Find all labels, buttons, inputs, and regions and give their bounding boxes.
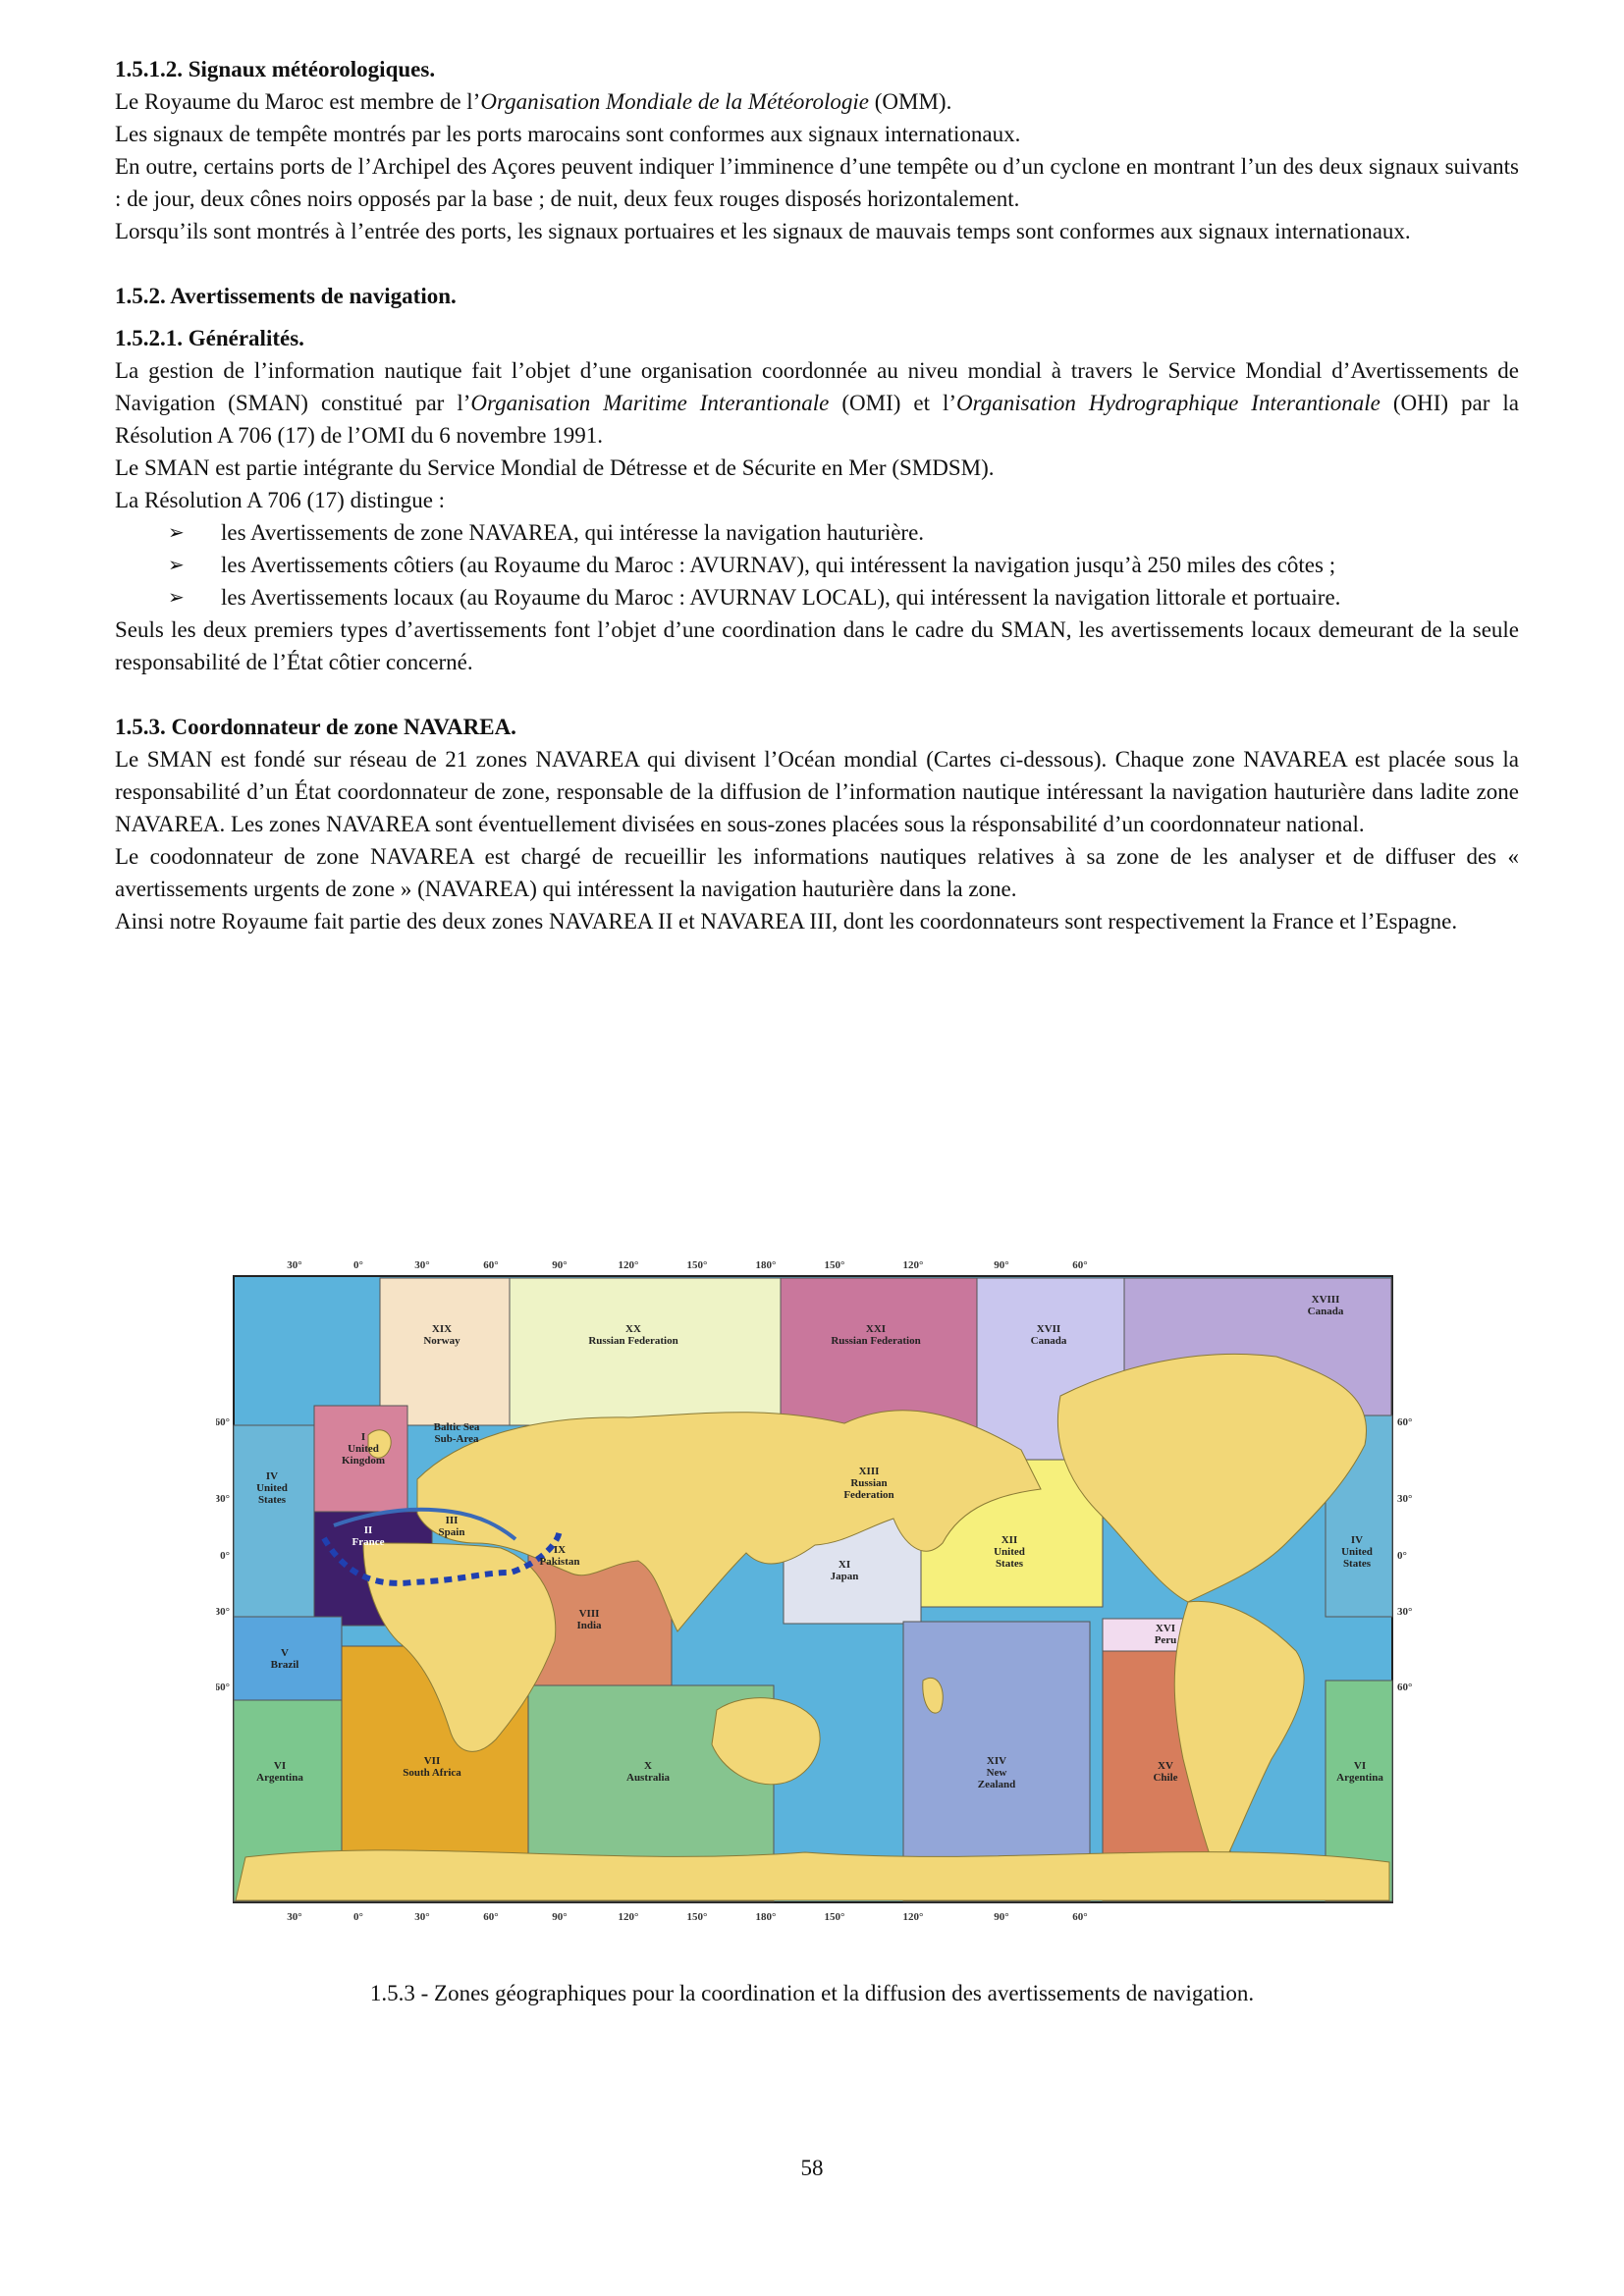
- list-item: [168, 581, 1519, 614]
- section-title-1512: 1.5.1.2. Signaux météorologiques.: [115, 57, 436, 81]
- section-title-152: 1.5.2. Avertissements de navigation.: [115, 284, 457, 308]
- list-item: [168, 549, 1519, 581]
- top-longitude-label: 90°: [994, 1259, 1009, 1271]
- top-longitude-label: 30°: [414, 1259, 430, 1271]
- zone-label-vi_l: VI Argentina: [256, 1760, 303, 1784]
- text-run: (OHI) par la Résolution A 706 (17) de l’OMI du 6 novembre 1991.: [115, 391, 1520, 448]
- zone-label-viii: VIII India: [576, 1608, 602, 1631]
- bottom-longitude-label: 60°: [483, 1911, 499, 1923]
- zone-xx-area: [510, 1278, 781, 1425]
- zone-label-ix: IX Pakistan: [539, 1544, 580, 1568]
- zone-label-iv_l: IV United States: [256, 1470, 288, 1506]
- section-title-1521: 1.5.2.1. Généralités.: [115, 326, 304, 350]
- bottom-longitude-label: 30°: [414, 1911, 430, 1923]
- text-run: (OMM).: [869, 89, 952, 114]
- left-latitude-label: 30°: [216, 1493, 230, 1505]
- bottom-longitude-label: 120°: [618, 1911, 639, 1923]
- bottom-longitude-label: 180°: [755, 1911, 777, 1923]
- zone-label-iii: III Spain: [438, 1515, 465, 1538]
- figure-caption: 1.5.3 - Zones géographiques pour la coordination et la diffusion des avertissements de navigation.: [369, 1981, 1255, 2005]
- zone-iv-west-area: [234, 1425, 314, 1627]
- left-latitude-label: 0°: [220, 1550, 230, 1562]
- top-longitude-label: 120°: [902, 1259, 924, 1271]
- text-run: (OMI) et l’: [829, 391, 957, 415]
- paragraph: Seuls les deux premiers types d’avertissements font l’objet d’une coordination dans le cadre du SMAN, les avertissements locaux demeurant de la seule responsabilité de l’État côtier concerné.: [115, 617, 1519, 674]
- zone-label-vii: VII South Africa: [403, 1755, 461, 1779]
- paragraph: Ainsi notre Royaume fait partie des deux zones NAVAREA II et NAVAREA III, dont les coordonnateurs sont respectivement la France et l’Espagne.: [115, 909, 1458, 934]
- paragraph: Les signaux de tempête montrés par les ports marocains sont conformes aux signaux internationaux.: [115, 122, 1021, 146]
- navarea-world-map: [216, 1249, 1414, 1941]
- text-run: La gestion de l’information nautique fait l’objet d’une organisation coordonnée au niveu mondial à travers le Service Mondial d’Avertissements de Navigation (SMAN) constitué par l’: [115, 358, 1519, 415]
- paragraph: Le SMAN est fondé sur réseau de 21 zones NAVAREA qui divisent l’Océan mondial (Cartes ci-dessous). Chaque zone NAVAREA est placée sous la responsabilité d’un État coordonnateur de zone, responsable de la diffusion de l’information nautique intéressant la navigation hauturière dans ladite zone NAVAREA. Les zones NAVAREA sont éventuellement divisées en sous-zones placées sous la résponsabilité d’un coordonnateur national.: [115, 747, 1519, 836]
- paragraph: [115, 85, 1519, 118]
- arrow-bullet-icon: ➢: [168, 585, 185, 609]
- right-latitude-label: 60°: [1397, 1682, 1413, 1693]
- top-longitude-label: 150°: [686, 1259, 708, 1271]
- left-latitude-label: 30°: [216, 1606, 230, 1618]
- list-item-text: les Avertissements de zone NAVAREA, qui intéresse la navigation hauturière.: [221, 520, 925, 545]
- top-longitude-label: 120°: [618, 1259, 639, 1271]
- zone-label-xx: XX Russian Federation: [588, 1323, 678, 1347]
- bottom-longitude-label: 90°: [994, 1911, 1009, 1923]
- paragraph: Le SMAN est partie intégrante du Service Mondial de Détresse et de Sécurite en Mer (SMDSM).: [115, 455, 995, 480]
- right-latitude-label: 0°: [1397, 1550, 1407, 1562]
- bottom-longitude-label: 150°: [686, 1911, 708, 1923]
- zone-label-iv_r: IV United States: [1341, 1534, 1373, 1570]
- zone-label-xiii: XIII Russian Federation: [843, 1466, 894, 1501]
- text-run: Le Royaume du Maroc est membre de l’: [115, 89, 481, 114]
- zone-label-baltic: Baltic Sea Sub-Area: [433, 1421, 480, 1445]
- zone-label-xix: XIX Norway: [423, 1323, 460, 1347]
- top-longitude-label: 30°: [287, 1259, 302, 1271]
- bottom-longitude-label: 120°: [902, 1911, 924, 1923]
- paragraph: Le coodonnateur de zone NAVAREA est chargé de recueillir les informations nautiques relatives à sa zone de les analyser et de diffuser des « avertissements urgents de zone » (NAVAREA) qui intéressent la navigation hauturière dans la zone.: [115, 844, 1519, 901]
- paragraph: Lorsqu’ils sont montrés à l’entrée des ports, les signaux portuaires et les signaux de mauvais temps sont conformes aux signaux internationaux.: [115, 219, 1411, 243]
- zone-label-ii: II France: [352, 1524, 385, 1548]
- bottom-longitude-label: 90°: [552, 1911, 568, 1923]
- list-item-text: les Avertissements locaux (au Royaume du Maroc : AVURNAV LOCAL), qui intéressent la navigation littorale et portuaire.: [221, 585, 1341, 610]
- zone-label-x: X Australia: [626, 1760, 670, 1784]
- bullet-list: [115, 516, 1519, 614]
- bottom-longitude-label: 60°: [1072, 1911, 1088, 1923]
- list-item: [168, 516, 1519, 549]
- zone-label-xvi: XVI Peru: [1154, 1623, 1177, 1646]
- zone-label-xiv: XIV New Zealand: [977, 1755, 1016, 1790]
- document-body: [115, 53, 1519, 937]
- top-longitude-label: 150°: [824, 1259, 845, 1271]
- zone-xix-area: [380, 1278, 510, 1425]
- zone-label-vi_r: VI Argentina: [1336, 1760, 1383, 1784]
- paragraph: La Résolution A 706 (17) distingue :: [115, 488, 446, 512]
- zone-label-xii: XII United States: [994, 1534, 1025, 1570]
- organisation-name: Organisation Maritime Interantionale: [470, 391, 830, 415]
- top-longitude-label: 60°: [483, 1259, 499, 1271]
- page-number: 58: [800, 2156, 824, 2180]
- paragraph: [115, 354, 1519, 452]
- left-latitude-label: 60°: [216, 1682, 230, 1693]
- organisation-name: Organisation Mondiale de la Météorologie: [480, 89, 869, 114]
- navarea-map-figure: [216, 1249, 1414, 1941]
- top-longitude-label: 60°: [1072, 1259, 1088, 1271]
- zone-label-v: V Brazil: [270, 1647, 299, 1671]
- top-longitude-label: 0°: [353, 1259, 363, 1271]
- zone-label-xvii: XVII Canada: [1030, 1323, 1067, 1347]
- zone-label-i: I United Kingdom: [341, 1431, 386, 1467]
- right-latitude-label: 60°: [1397, 1416, 1413, 1428]
- organisation-name: Organisation Hydrographique Interantionale: [956, 391, 1380, 415]
- bottom-longitude-label: 150°: [824, 1911, 845, 1923]
- top-longitude-label: 180°: [755, 1259, 777, 1271]
- zone-label-xi: XI Japan: [830, 1559, 859, 1582]
- zone-label-xv: XV Chile: [1153, 1760, 1178, 1784]
- arrow-bullet-icon: ➢: [168, 553, 185, 576]
- section-title-153: 1.5.3. Coordonnateur de zone NAVAREA.: [115, 715, 516, 739]
- right-latitude-label: 30°: [1397, 1606, 1413, 1618]
- paragraph: En outre, certains ports de l’Archipel des Açores peuvent indiquer l’imminence d’une tempête ou d’un cyclone en montrant l’un des deux signaux suivants : de jour, deux cônes noirs opposés par la base ; de nuit, deux feux rouges disposés horizontalement.: [115, 154, 1519, 211]
- arrow-bullet-icon: ➢: [168, 520, 185, 544]
- bottom-longitude-label: 0°: [353, 1911, 363, 1923]
- zone-label-xxi: XXI Russian Federation: [831, 1323, 921, 1347]
- zone-label-xviii: XVIII Canada: [1307, 1294, 1344, 1317]
- right-latitude-label: 30°: [1397, 1493, 1413, 1505]
- top-longitude-label: 90°: [552, 1259, 568, 1271]
- list-item-text: les Avertissements côtiers (au Royaume du Maroc : AVURNAV), qui intéressent la navigation jusqu’à 250 miles des côtes ;: [221, 553, 1336, 577]
- left-latitude-label: 60°: [216, 1416, 230, 1428]
- bottom-longitude-label: 30°: [287, 1911, 302, 1923]
